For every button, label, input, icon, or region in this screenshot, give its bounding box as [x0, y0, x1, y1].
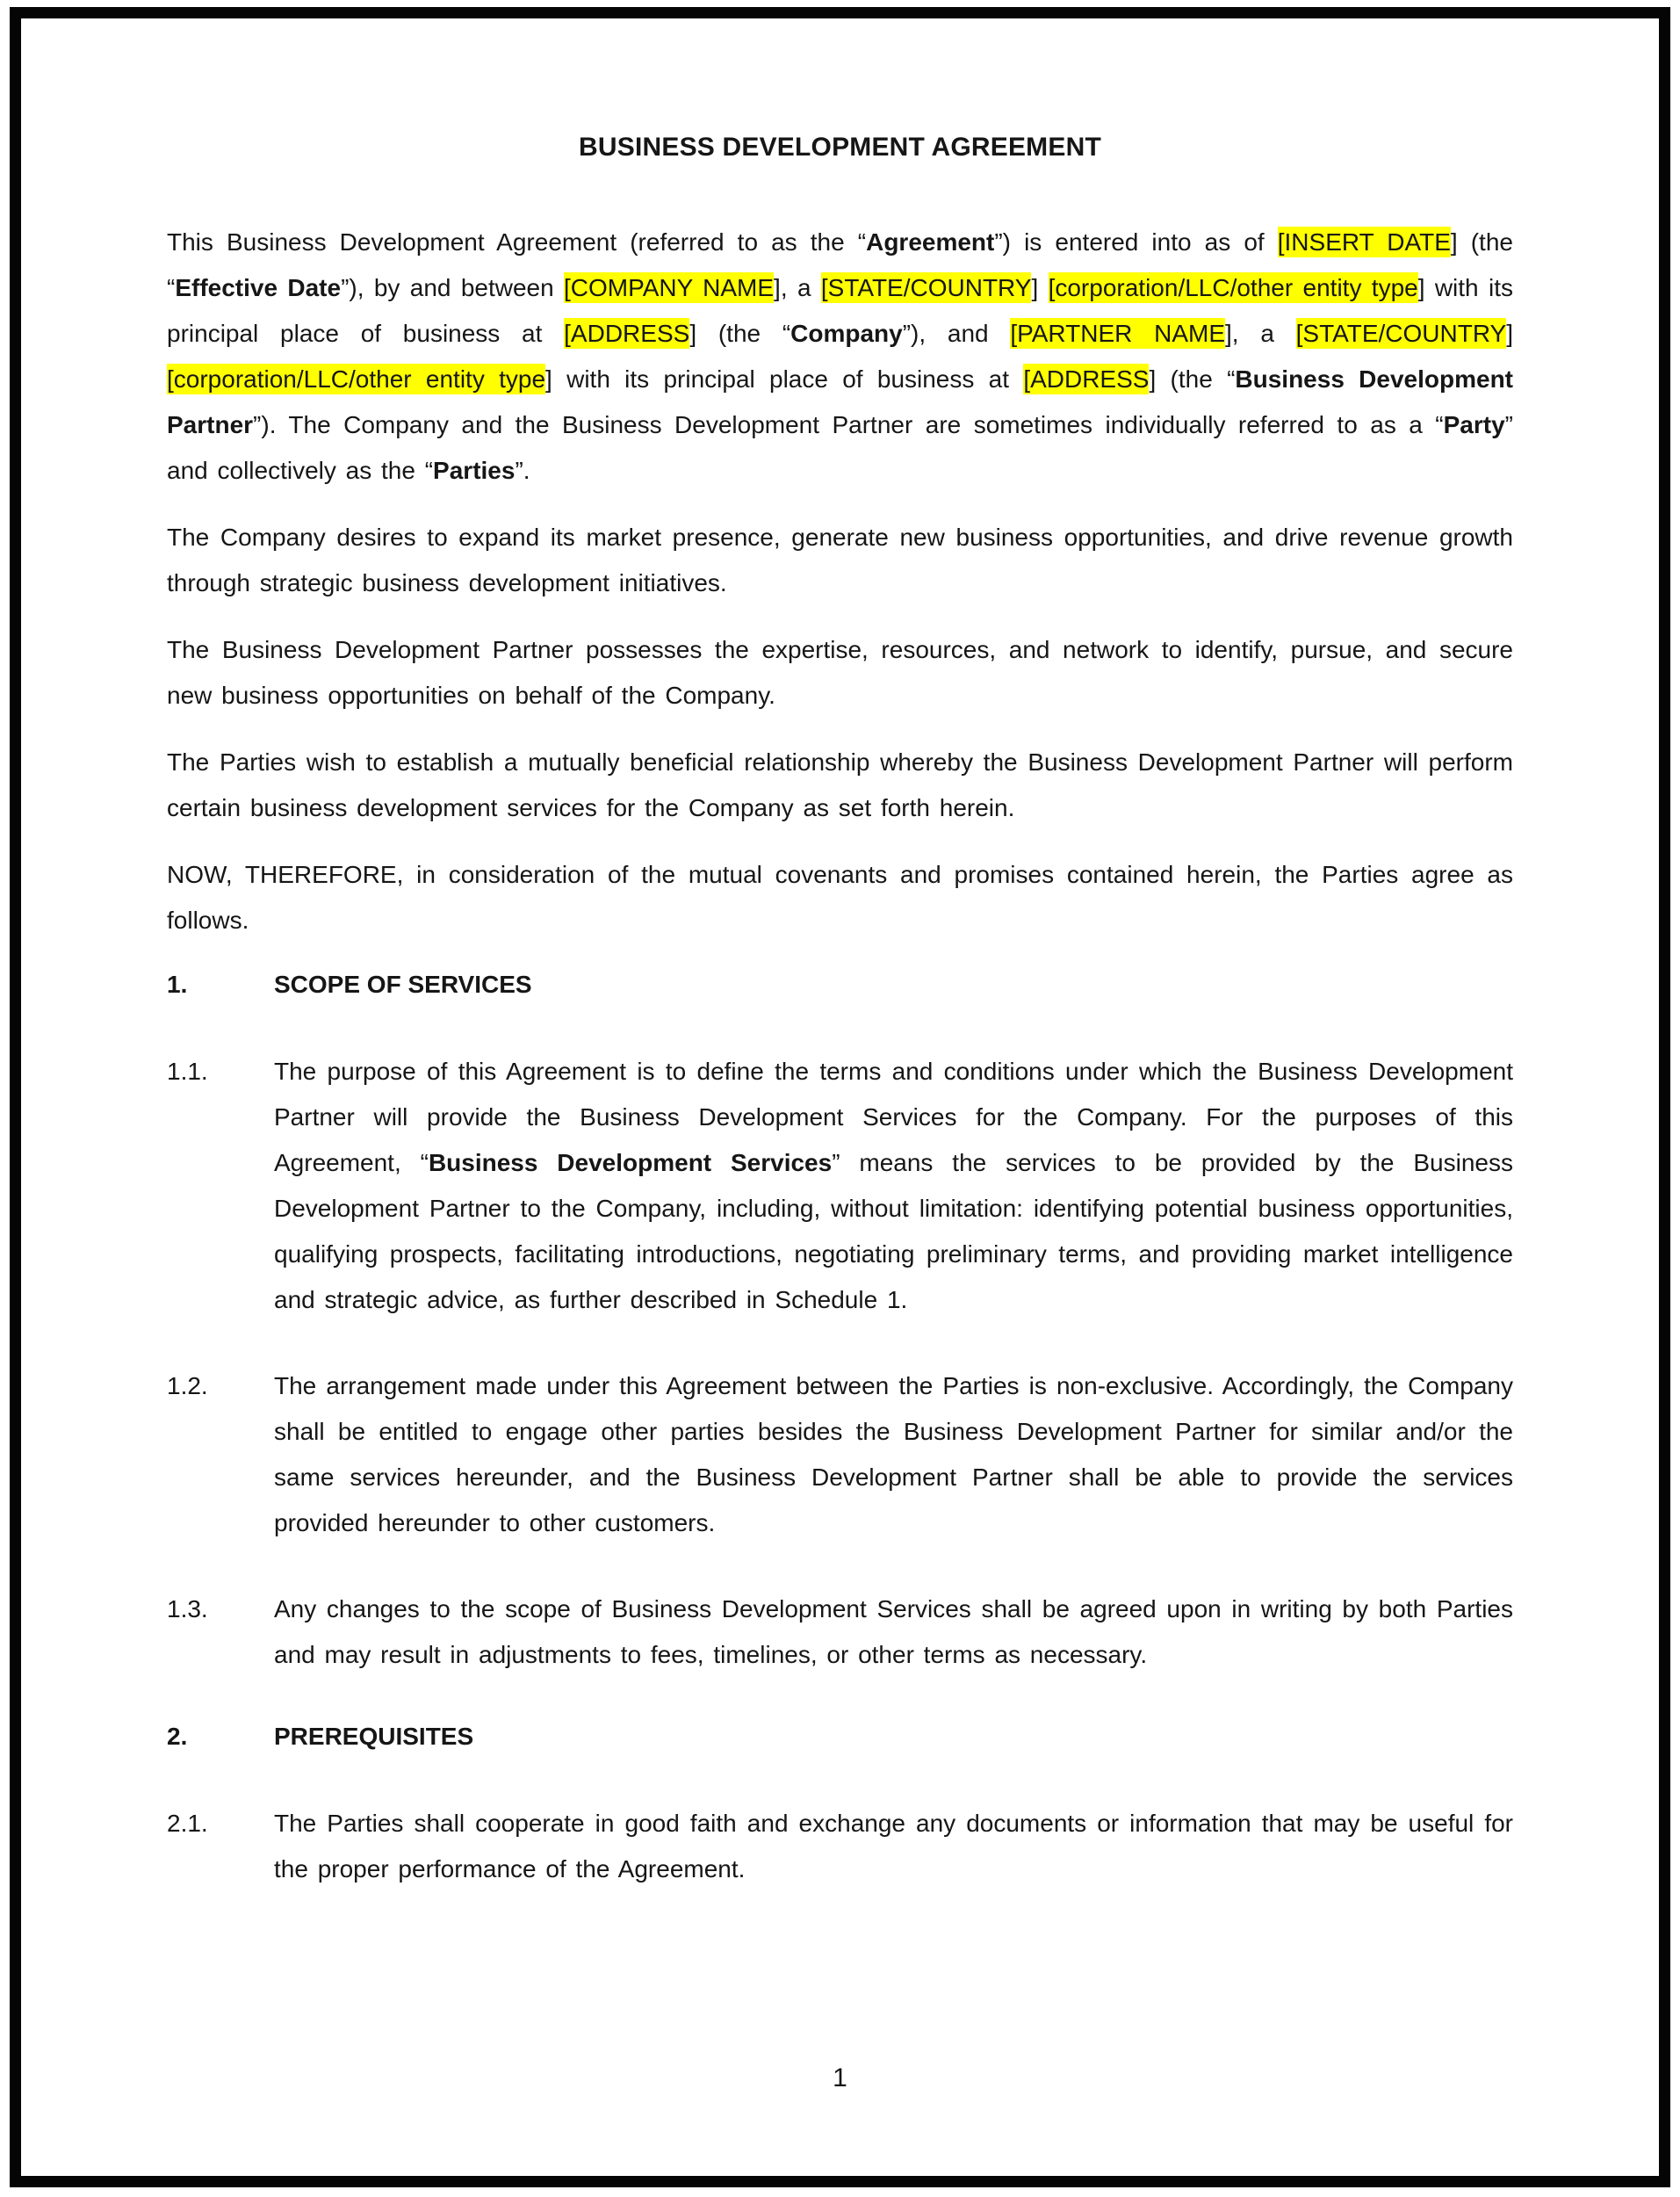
intro-paragraph-5: [167, 852, 1513, 943]
text-run: ] with its principal place of business at: [167, 274, 1513, 347]
text-run: The Business Development Partner possesses the expertise, resources, and network to identify, pursue, and secure new business opportunities on behalf of the Company.: [167, 636, 1513, 709]
text-run: ] (the “: [1149, 365, 1236, 393]
text-run: The Company desires to expand its market presence, generate new business opportunities, and drive revenue growth through strategic business development initiatives.: [167, 524, 1513, 596]
clause-text: [274, 1049, 1513, 1323]
text-run: Any changes to the scope of Business Development Services shall be agreed upon in writing by both Parties and may result in adjustments to fees, timelines, or other terms as necessary.: [274, 1595, 1513, 1668]
text-run: Business Development Services: [428, 1149, 833, 1176]
highlighted-placeholder: [STATE/COUNTRY: [1295, 320, 1507, 347]
section-number: 1.: [167, 971, 188, 998]
text-run: ” means the services to be provided by the Business Development Partner to the Company, including, without limitation: identifying potential business opportunities, qualifying prospects, facilitating introductions, negotiating preliminary terms, and providing market intelligence and strategic advice, as further described in Schedule 1.: [274, 1149, 1513, 1313]
text-run: This Business Development Agreement (referred to as the “: [167, 228, 867, 256]
highlighted-placeholder: [STATE/COUNTRY: [820, 274, 1032, 301]
highlighted-placeholder: [COMPANY NAME: [564, 274, 775, 301]
text-run: ”), by and between: [341, 274, 565, 301]
clause-number: 1.3.: [167, 1595, 208, 1622]
clause-2-1: [167, 1801, 1513, 1892]
highlighted-placeholder: [corporation/LLC/other entity type: [167, 365, 546, 393]
highlighted-placeholder: [ADDRESS: [564, 320, 690, 347]
text-run: The purpose of this Agreement is to define the terms and conditions under which the Business Development Partner will provide the Business Development Services for the Company. For the purposes of this Agreement, “: [274, 1058, 1513, 1176]
text-run: NOW, THEREFORE, in consideration of the mutual covenants and promises contained herein, the Parties agree as follows.: [167, 861, 1513, 934]
text-run: Company: [790, 320, 903, 347]
text-run: ] (the “: [689, 320, 791, 347]
text-run: Party: [1443, 411, 1505, 438]
text-run: Parties: [433, 457, 516, 484]
clause-number: 1.2.: [167, 1372, 208, 1399]
highlighted-placeholder: [PARTNER NAME: [1010, 320, 1226, 347]
text-run: ”) is entered into as of: [994, 228, 1278, 256]
section-heading-1: [167, 966, 1513, 1003]
intro-paragraph-4: [167, 740, 1513, 831]
clause-1-2: [167, 1363, 1513, 1546]
text-run: The arrangement made under this Agreement between the Parties is non-exclusive. Accordingly, the Company shall be entitled to engage other parties besides the Business Development Partner for similar and/or the same services hereunder, and the Business Development Partner shall be able to provide the services provided hereunder to other customers.: [274, 1372, 1513, 1536]
text-run: ”.: [515, 457, 530, 484]
section-title: PREREQUISITES: [274, 1723, 474, 1750]
section-number: 2.: [167, 1723, 188, 1750]
text-run: ], a: [774, 274, 821, 301]
text-run: The Parties wish to establish a mutually beneficial relationship whereby the Business Development Partner will perform certain business development services for the Company as set forth herein.: [167, 748, 1513, 821]
clause-1-3: [167, 1586, 1513, 1678]
text-run: ] with its principal place of business at: [545, 365, 1024, 393]
clause-text: [274, 1801, 1513, 1892]
intro-paragraph-2: [167, 515, 1513, 606]
document-title: BUSINESS DEVELOPMENT AGREEMENT: [579, 133, 1101, 162]
clause-number: 2.1.: [167, 1810, 208, 1837]
clause-number: 1.1.: [167, 1058, 208, 1085]
clause-text: [274, 1586, 1513, 1678]
intro-paragraph-1: [167, 220, 1513, 494]
highlighted-placeholder: [ADDRESS: [1023, 365, 1150, 393]
text-run: ]: [1506, 320, 1513, 347]
highlighted-placeholder: [INSERT DATE: [1277, 228, 1451, 256]
text-run: Business Development Partner: [167, 365, 1513, 438]
text-run: ]: [1031, 274, 1049, 301]
highlighted-placeholder: [corporation/LLC/other entity type: [1048, 274, 1418, 301]
text-run: Effective Date: [175, 274, 342, 301]
text-run: ] (the “: [167, 228, 1513, 301]
text-run: ”), and: [902, 320, 1011, 347]
section-heading-2: [167, 1718, 1513, 1755]
intro-paragraph-3: [167, 627, 1513, 719]
clause-text: [274, 1363, 1513, 1546]
page-number: 1: [833, 2063, 847, 2092]
text-run: ”). The Company and the Business Development Partner are sometimes individually referred to as a “: [253, 411, 1444, 438]
text-run: The Parties shall cooperate in good faith and exchange any documents or information that may be useful for the proper performance of the Agreement.: [274, 1810, 1513, 1883]
text-run: ], a: [1225, 320, 1296, 347]
text-run: ” and collectively as the “: [167, 411, 1513, 484]
text-run: Agreement: [866, 228, 995, 256]
section-title: SCOPE OF SERVICES: [274, 971, 532, 998]
clause-1-1: [167, 1049, 1513, 1323]
